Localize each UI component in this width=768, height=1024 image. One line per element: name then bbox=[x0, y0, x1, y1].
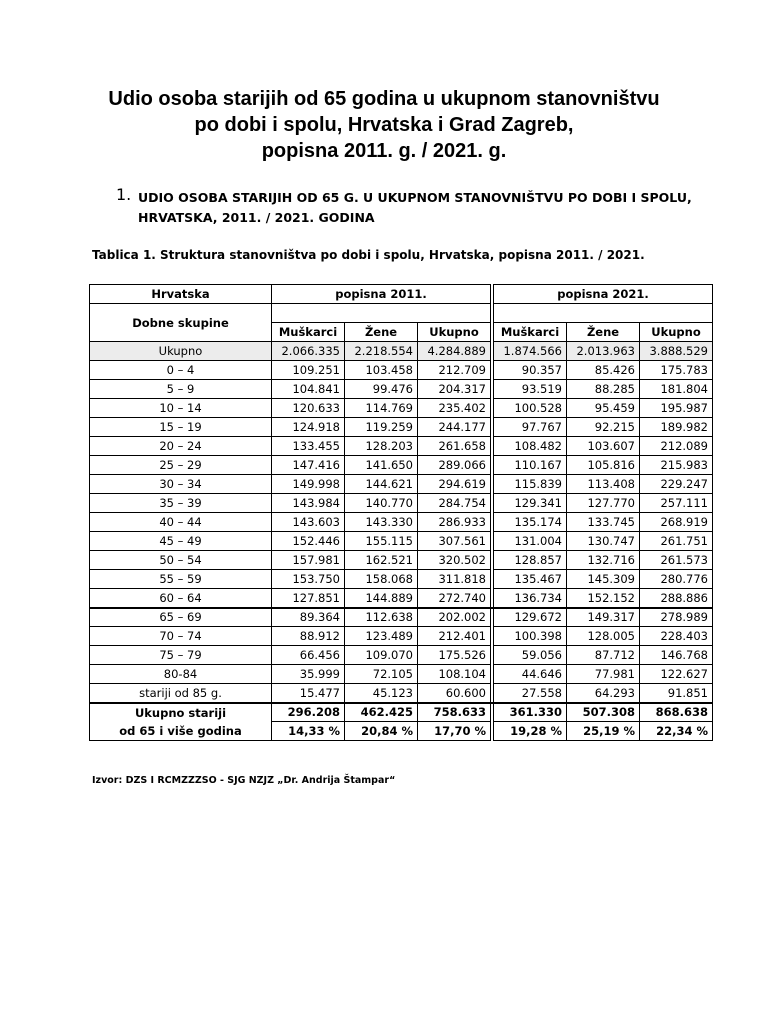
table-cell: 87.712 bbox=[567, 646, 640, 665]
table-cell: 15.477 bbox=[272, 684, 345, 703]
table-cell: 361.330 bbox=[494, 703, 567, 722]
table-cell: 144.889 bbox=[345, 589, 418, 608]
table-cell: 149.317 bbox=[567, 608, 640, 627]
table-cell: 64.293 bbox=[567, 684, 640, 703]
section-title-line-2: HRVATSKA, 2011. / 2021. GODINA bbox=[138, 210, 375, 225]
age-group-label: 30 – 34 bbox=[90, 475, 272, 494]
table-cell: 44.646 bbox=[494, 665, 567, 684]
table-cell: 127.770 bbox=[567, 494, 640, 513]
table-cell: 20,84 % bbox=[345, 722, 418, 741]
table-cell: 135.467 bbox=[494, 570, 567, 589]
age-group-label: 50 – 54 bbox=[90, 551, 272, 570]
age-group-label: 0 – 4 bbox=[90, 361, 272, 380]
table-cell: 35.999 bbox=[272, 665, 345, 684]
table-cell: 115.839 bbox=[494, 475, 567, 494]
table-cell: 60.600 bbox=[418, 684, 491, 703]
table-cell: 97.767 bbox=[494, 418, 567, 437]
table-cell: 14,33 % bbox=[272, 722, 345, 741]
table-row bbox=[90, 456, 713, 475]
table-cell: 88.912 bbox=[272, 627, 345, 646]
table-cell: 244.177 bbox=[418, 418, 491, 437]
header-age-groups: Dobne skupine bbox=[90, 304, 272, 342]
table-cell: 2.218.554 bbox=[345, 342, 418, 361]
table-row bbox=[90, 380, 713, 399]
header-women-2011: Žene bbox=[345, 323, 418, 342]
table-cell: 215.983 bbox=[640, 456, 713, 475]
age-group-label: 15 – 19 bbox=[90, 418, 272, 437]
table-cell: 1.874.566 bbox=[494, 342, 567, 361]
table-cell: 311.818 bbox=[418, 570, 491, 589]
age-group-label: Ukupno bbox=[90, 342, 272, 361]
table-cell: 268.919 bbox=[640, 513, 713, 532]
table-cell: 105.816 bbox=[567, 456, 640, 475]
table-cell: 257.111 bbox=[640, 494, 713, 513]
age-group-label: 55 – 59 bbox=[90, 570, 272, 589]
table-row bbox=[90, 608, 713, 627]
total-older-label-line-2: od 65 i više godina bbox=[119, 723, 242, 738]
table-cell: 202.002 bbox=[418, 608, 491, 627]
table-cell: 143.330 bbox=[345, 513, 418, 532]
header-men-2011: Muškarci bbox=[272, 323, 345, 342]
table-cell: 261.658 bbox=[418, 437, 491, 456]
table-cell: 462.425 bbox=[345, 703, 418, 722]
table-cell: 25,19 % bbox=[567, 722, 640, 741]
age-group-label: 70 – 74 bbox=[90, 627, 272, 646]
table-cell: 100.528 bbox=[494, 399, 567, 418]
table-cell: 280.776 bbox=[640, 570, 713, 589]
table-cell: 146.768 bbox=[640, 646, 713, 665]
table-cell: 128.005 bbox=[567, 627, 640, 646]
source-note: Izvor: DZS I RCMZZZSO - SJG NZJZ „Dr. Andrija Štampar“ bbox=[92, 775, 396, 786]
table-cell: 110.167 bbox=[494, 456, 567, 475]
table-cell: 868.638 bbox=[640, 703, 713, 722]
table-cell: 204.317 bbox=[418, 380, 491, 399]
table-cell: 307.561 bbox=[418, 532, 491, 551]
table-cell: 2.066.335 bbox=[272, 342, 345, 361]
table-cell: 108.482 bbox=[494, 437, 567, 456]
section-title-line-1: UDIO OSOBA STARIJIH OD 65 G. U UKUPNOM STANOVNIŠTVU PO DOBI I SPOLU, bbox=[138, 190, 692, 205]
table-cell: 141.650 bbox=[345, 456, 418, 475]
table-cell: 22,34 % bbox=[640, 722, 713, 741]
table-row bbox=[90, 342, 713, 361]
table-cell: 212.089 bbox=[640, 437, 713, 456]
age-group-label: 75 – 79 bbox=[90, 646, 272, 665]
table-cell: 109.070 bbox=[345, 646, 418, 665]
table-cell: 143.603 bbox=[272, 513, 345, 532]
table-cell: 157.981 bbox=[272, 551, 345, 570]
table-row bbox=[90, 437, 713, 456]
table-row bbox=[90, 361, 713, 380]
title-line-3: popisna 2011. g. / 2021. g. bbox=[261, 140, 507, 162]
title-line-1: Udio osoba starijih od 65 godina u ukupnom stanovništvu bbox=[108, 88, 660, 110]
header-total-2021: Ukupno bbox=[640, 323, 713, 342]
table-cell: 103.458 bbox=[345, 361, 418, 380]
table-cell: 278.989 bbox=[640, 608, 713, 627]
table-cell: 286.933 bbox=[418, 513, 491, 532]
age-group-label: stariji od 85 g. bbox=[90, 684, 272, 703]
table-cell: 59.056 bbox=[494, 646, 567, 665]
table-row bbox=[90, 532, 713, 551]
table-cell: 124.918 bbox=[272, 418, 345, 437]
document-title bbox=[0, 86, 768, 164]
table-cell: 19,28 % bbox=[494, 722, 567, 741]
table-cell: 296.208 bbox=[272, 703, 345, 722]
table-cell: 136.734 bbox=[494, 589, 567, 608]
table-row bbox=[90, 399, 713, 418]
table-cell: 95.459 bbox=[567, 399, 640, 418]
age-group-label: 20 – 24 bbox=[90, 437, 272, 456]
table-cell: 45.123 bbox=[345, 684, 418, 703]
age-group-label: 60 – 64 bbox=[90, 589, 272, 608]
table-cell: 147.416 bbox=[272, 456, 345, 475]
population-table bbox=[89, 284, 713, 741]
table-cell: 92.215 bbox=[567, 418, 640, 437]
table-cell: 133.455 bbox=[272, 437, 345, 456]
table-cell: 228.403 bbox=[640, 627, 713, 646]
table-cell: 155.115 bbox=[345, 532, 418, 551]
total-older-label bbox=[90, 703, 272, 741]
table-cell: 149.998 bbox=[272, 475, 345, 494]
table-cell: 181.804 bbox=[640, 380, 713, 399]
table-cell: 120.633 bbox=[272, 399, 345, 418]
section-number: 1. bbox=[116, 185, 132, 204]
table-row bbox=[90, 627, 713, 646]
total-older-label-line-1: Ukupno stariji bbox=[134, 705, 227, 720]
table-cell: 88.285 bbox=[567, 380, 640, 399]
table-cell: 27.558 bbox=[494, 684, 567, 703]
table-cell: 100.398 bbox=[494, 627, 567, 646]
table-cell: 130.747 bbox=[567, 532, 640, 551]
table-cell: 4.284.889 bbox=[418, 342, 491, 361]
table-cell: 127.851 bbox=[272, 589, 345, 608]
header-total-2011: Ukupno bbox=[418, 323, 491, 342]
table-cell: 17,70 % bbox=[418, 722, 491, 741]
table-cell: 152.446 bbox=[272, 532, 345, 551]
table-row bbox=[90, 589, 713, 608]
table-cell: 153.750 bbox=[272, 570, 345, 589]
table-cell: 507.308 bbox=[567, 703, 640, 722]
age-group-label: 40 – 44 bbox=[90, 513, 272, 532]
table-cell: 320.502 bbox=[418, 551, 491, 570]
table-cell: 758.633 bbox=[418, 703, 491, 722]
table-cell: 119.259 bbox=[345, 418, 418, 437]
section-title bbox=[138, 188, 698, 228]
table-cell: 289.066 bbox=[418, 456, 491, 475]
header-region: Hrvatska bbox=[90, 285, 272, 304]
age-group-label: 25 – 29 bbox=[90, 456, 272, 475]
table-cell: 2.013.963 bbox=[567, 342, 640, 361]
table-cell: 99.476 bbox=[345, 380, 418, 399]
table-cell: 123.489 bbox=[345, 627, 418, 646]
table-cell: 272.740 bbox=[418, 589, 491, 608]
table-cell: 91.851 bbox=[640, 684, 713, 703]
table-cell: 158.068 bbox=[345, 570, 418, 589]
table-cell: 152.152 bbox=[567, 589, 640, 608]
table-cell: 3.888.529 bbox=[640, 342, 713, 361]
age-group-label: 5 – 9 bbox=[90, 380, 272, 399]
table-cell: 235.402 bbox=[418, 399, 491, 418]
table-cell: 114.769 bbox=[345, 399, 418, 418]
table-cell: 122.627 bbox=[640, 665, 713, 684]
table-cell: 261.751 bbox=[640, 532, 713, 551]
table-cell: 144.621 bbox=[345, 475, 418, 494]
table-cell: 133.745 bbox=[567, 513, 640, 532]
table-cell: 288.886 bbox=[640, 589, 713, 608]
table-cell: 85.426 bbox=[567, 361, 640, 380]
age-group-label: 10 – 14 bbox=[90, 399, 272, 418]
table-row bbox=[90, 646, 713, 665]
table-row bbox=[90, 665, 713, 684]
table-cell: 89.364 bbox=[272, 608, 345, 627]
table-cell: 104.841 bbox=[272, 380, 345, 399]
age-group-label: 80-84 bbox=[90, 665, 272, 684]
table-cell: 129.672 bbox=[494, 608, 567, 627]
table-cell: 132.716 bbox=[567, 551, 640, 570]
total-older-row bbox=[90, 703, 713, 722]
table-cell: 108.104 bbox=[418, 665, 491, 684]
table-cell: 175.783 bbox=[640, 361, 713, 380]
header-census-2021: popisna 2021. bbox=[494, 285, 713, 304]
table-caption: Tablica 1. Struktura stanovništva po dobi i spolu, Hrvatska, popisna 2011. / 2021. bbox=[92, 248, 645, 262]
table-cell: 195.987 bbox=[640, 399, 713, 418]
table-cell: 135.174 bbox=[494, 513, 567, 532]
table-cell: 129.341 bbox=[494, 494, 567, 513]
table-cell: 109.251 bbox=[272, 361, 345, 380]
header-census-2011: popisna 2011. bbox=[272, 285, 491, 304]
table-cell: 189.982 bbox=[640, 418, 713, 437]
table-cell: 72.105 bbox=[345, 665, 418, 684]
table-cell: 103.607 bbox=[567, 437, 640, 456]
table-cell: 175.526 bbox=[418, 646, 491, 665]
header-women-2021: Žene bbox=[567, 323, 640, 342]
table-cell: 90.357 bbox=[494, 361, 567, 380]
table-row bbox=[90, 684, 713, 703]
table-cell: 66.456 bbox=[272, 646, 345, 665]
table-cell: 113.408 bbox=[567, 475, 640, 494]
table-cell: 284.754 bbox=[418, 494, 491, 513]
header-men-2021: Muškarci bbox=[494, 323, 567, 342]
table-cell: 131.004 bbox=[494, 532, 567, 551]
table-cell: 261.573 bbox=[640, 551, 713, 570]
table-cell: 212.709 bbox=[418, 361, 491, 380]
table-cell: 143.984 bbox=[272, 494, 345, 513]
table-cell: 77.981 bbox=[567, 665, 640, 684]
table-cell: 229.247 bbox=[640, 475, 713, 494]
table-cell: 294.619 bbox=[418, 475, 491, 494]
table-row bbox=[90, 551, 713, 570]
table-cell: 162.521 bbox=[345, 551, 418, 570]
table-cell: 112.638 bbox=[345, 608, 418, 627]
table-cell: 128.203 bbox=[345, 437, 418, 456]
table-row bbox=[90, 513, 713, 532]
table-cell: 212.401 bbox=[418, 627, 491, 646]
title-line-2: po dobi i spolu, Hrvatska i Grad Zagreb, bbox=[194, 114, 574, 136]
table-cell: 145.309 bbox=[567, 570, 640, 589]
table-row bbox=[90, 475, 713, 494]
age-group-label: 65 – 69 bbox=[90, 608, 272, 627]
table-row bbox=[90, 418, 713, 437]
table-row bbox=[90, 494, 713, 513]
table-cell: 93.519 bbox=[494, 380, 567, 399]
age-group-label: 35 – 39 bbox=[90, 494, 272, 513]
table-cell: 128.857 bbox=[494, 551, 567, 570]
table-cell: 140.770 bbox=[345, 494, 418, 513]
table-row bbox=[90, 570, 713, 589]
age-group-label: 45 – 49 bbox=[90, 532, 272, 551]
